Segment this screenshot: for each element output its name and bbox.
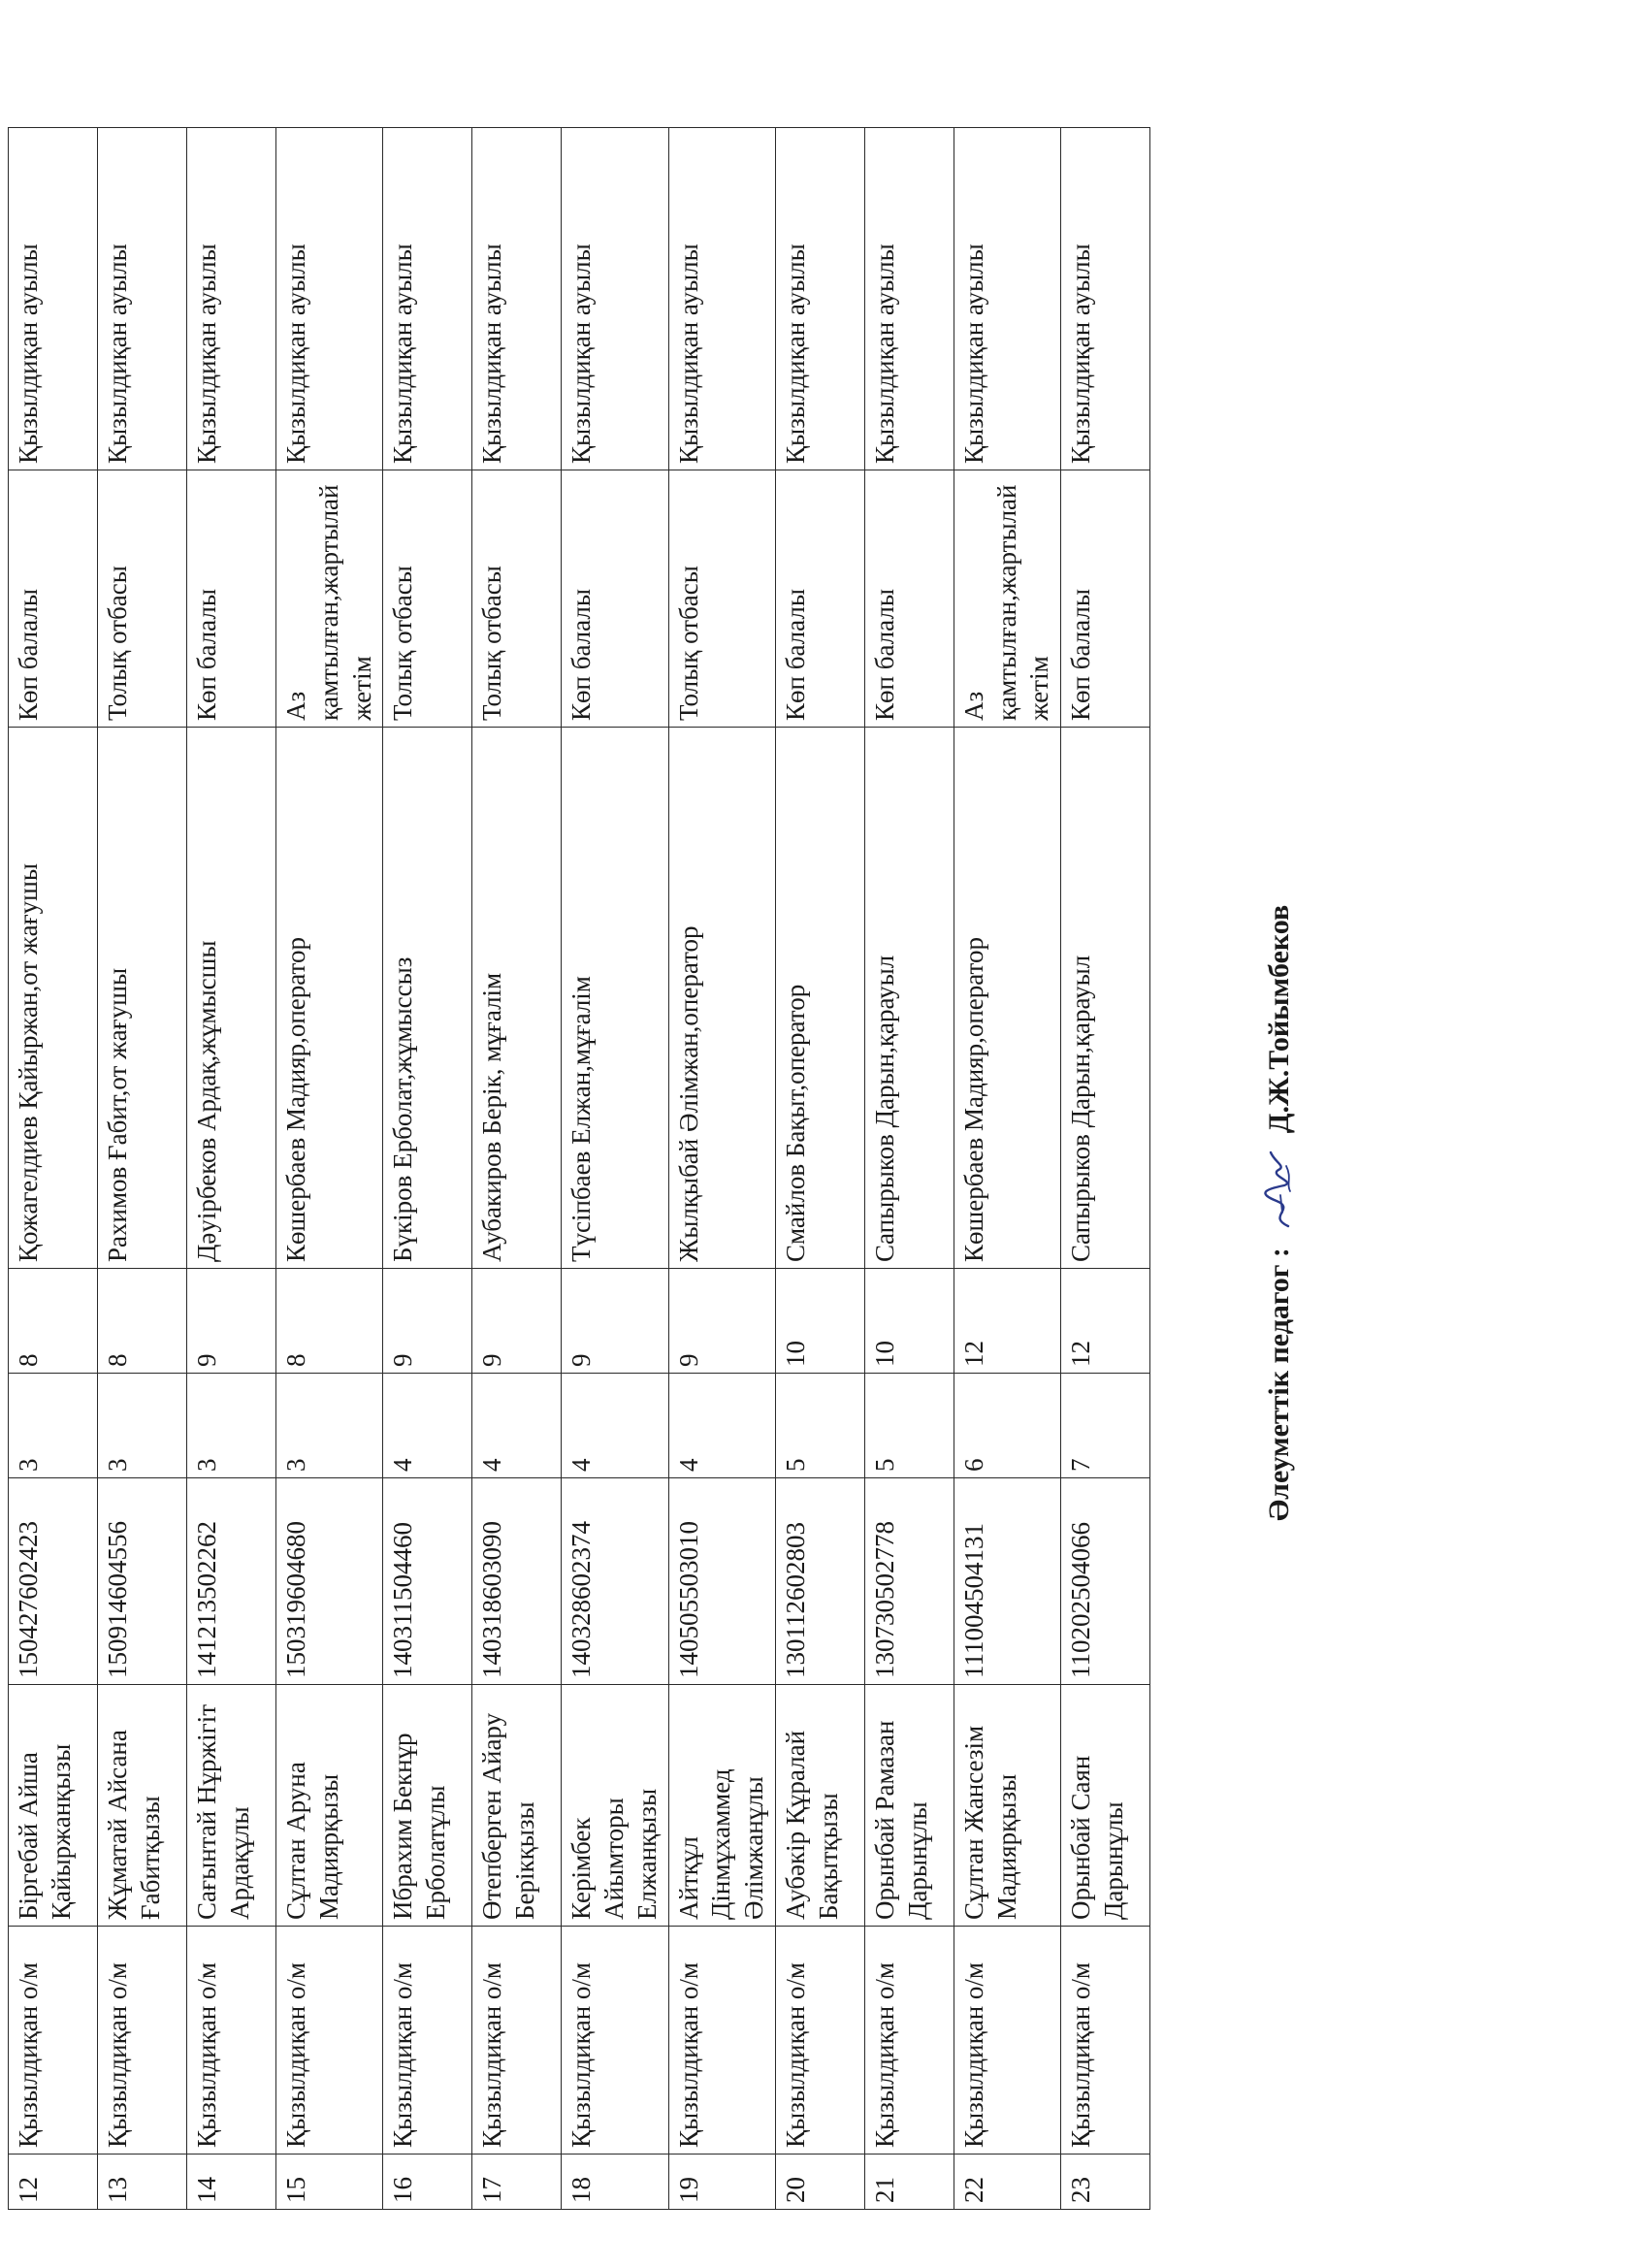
- parent-cell: Сапырыков Дарын,қарауыл: [864, 728, 954, 1269]
- iin-cell: 111004504131: [954, 1478, 1060, 1685]
- parent-cell: Жылқыбай Әлімжан,оператор: [668, 728, 775, 1269]
- grade-cell: 3: [9, 1374, 98, 1478]
- grade-cell: 7: [1061, 1374, 1150, 1478]
- student-name-cell: Біргебай Айша Қайыржанқызы: [9, 1685, 98, 1927]
- student-name-cell: Сағынтай Нұржігіт Ардақұлы: [187, 1685, 276, 1927]
- row-number: 16: [383, 2155, 472, 2210]
- district-cell: Қызылдиқан о/м: [562, 1927, 668, 2155]
- family-status-cell: Көп балалы: [562, 470, 668, 728]
- district-cell: Қызылдиқан о/м: [954, 1927, 1060, 2155]
- parent-cell: Қожагелдиев Қайыржан,от жағушы: [9, 728, 98, 1269]
- parent-cell: Аубакиров Берік, мұғалім: [472, 728, 562, 1269]
- age-cell: 8: [9, 1269, 98, 1374]
- row-number: 23: [1061, 2155, 1150, 2210]
- village-cell: Қызылдиқан ауылы: [954, 128, 1060, 470]
- iin-cell: 130112602803: [775, 1478, 864, 1685]
- district-cell: Қызылдиқан о/м: [668, 1927, 775, 2155]
- grade-cell: 4: [668, 1374, 775, 1478]
- family-status-cell: Толық отбасы: [383, 470, 472, 728]
- row-number: 19: [668, 2155, 775, 2210]
- village-cell: Қызылдиқан ауылы: [98, 128, 187, 470]
- village-cell: Қызылдиқан ауылы: [864, 128, 954, 470]
- parent-cell: Сапырыков Дарын,қарауыл: [1061, 728, 1150, 1269]
- student-name-cell: Өтепберген Айару Берікқызы: [472, 1685, 562, 1927]
- age-cell: 9: [187, 1269, 276, 1374]
- parent-cell: Рахимов Ғабит,от жағушы: [98, 728, 187, 1269]
- district-cell: Қызылдиқан о/м: [276, 1927, 383, 2155]
- iin-cell: 130730502778: [864, 1478, 954, 1685]
- grade-cell: 4: [472, 1374, 562, 1478]
- family-status-cell: Көп балалы: [187, 470, 276, 728]
- district-cell: Қызылдиқан о/м: [9, 1927, 98, 2155]
- district-cell: Қызылдиқан о/м: [472, 1927, 562, 2155]
- student-name-cell: Сұлтан Жансезім Мадиярқызы: [954, 1685, 1060, 1927]
- age-cell: 10: [864, 1269, 954, 1374]
- row-number: 17: [472, 2155, 562, 2210]
- age-cell: 9: [472, 1269, 562, 1374]
- iin-cell: 150914604556: [98, 1478, 187, 1685]
- table-row: [1061, 128, 1150, 2210]
- grade-cell: 4: [562, 1374, 668, 1478]
- parent-cell: Түсіпбаев Елжан,мұғалім: [562, 728, 668, 1269]
- student-name-cell: Орынбай Саян Дарынұлы: [1061, 1685, 1150, 1927]
- village-cell: Қызылдиқан ауылы: [668, 128, 775, 470]
- table-body: [9, 128, 1150, 2210]
- village-cell: Қызылдиқан ауылы: [472, 128, 562, 470]
- family-status-cell: Толық отбасы: [668, 470, 775, 728]
- district-cell: Қызылдиқан о/м: [864, 1927, 954, 2155]
- district-cell: Қызылдиқан о/м: [98, 1927, 187, 2155]
- village-cell: Қызылдиқан ауылы: [1061, 128, 1150, 470]
- district-cell: Қызылдиқан о/м: [187, 1927, 276, 2155]
- village-cell: Қызылдиқан ауылы: [276, 128, 383, 470]
- age-cell: 12: [954, 1269, 1060, 1374]
- row-number: 20: [775, 2155, 864, 2210]
- grade-cell: 3: [276, 1374, 383, 1478]
- age-cell: 12: [1061, 1269, 1150, 1374]
- student-name-cell: Ибрахим Бекнұр Ерболатұлы: [383, 1685, 472, 1927]
- student-name-cell: Керімбек Айымторы Елжанқызы: [562, 1685, 668, 1927]
- age-cell: 9: [668, 1269, 775, 1374]
- row-number: 21: [864, 2155, 954, 2210]
- student-table: [8, 127, 1150, 2210]
- district-cell: Қызылдиқан о/м: [775, 1927, 864, 2155]
- iin-cell: 140311504460: [383, 1478, 472, 1685]
- village-cell: Қызылдиқан ауылы: [383, 128, 472, 470]
- signature-line: [1257, 905, 1302, 1521]
- row-number: 13: [98, 2155, 187, 2210]
- student-name-cell: Сұлтан Аруна Мадиярқызы: [276, 1685, 383, 1927]
- grade-cell: 6: [954, 1374, 1060, 1478]
- iin-cell: 150319604680: [276, 1478, 383, 1685]
- table-row: [276, 128, 383, 2210]
- village-cell: Қызылдиқан ауылы: [775, 128, 864, 470]
- row-number: 18: [562, 2155, 668, 2210]
- handwritten-signature: [1257, 1147, 1302, 1234]
- parent-cell: Дәуірбеков Ардақ,жұмысшы: [187, 728, 276, 1269]
- iin-cell: 140505503010: [668, 1478, 775, 1685]
- row-number: 12: [9, 2155, 98, 2210]
- iin-cell: 140328602374: [562, 1478, 668, 1685]
- row-number: 22: [954, 2155, 1060, 2210]
- parent-cell: Көшербаев Мадияр,оператор: [276, 728, 383, 1269]
- age-cell: 10: [775, 1269, 864, 1374]
- village-cell: Қызылдиқан ауылы: [187, 128, 276, 470]
- family-status-cell: Толық отбасы: [98, 470, 187, 728]
- family-status-cell: Көп балалы: [864, 470, 954, 728]
- village-cell: Қызылдиқан ауылы: [9, 128, 98, 470]
- grade-cell: 5: [864, 1374, 954, 1478]
- student-name-cell: Орынбай Рамазан Дарынұлы: [864, 1685, 954, 1927]
- iin-cell: 110202504066: [1061, 1478, 1150, 1685]
- row-number: 15: [276, 2155, 383, 2210]
- family-status-cell: Көп балалы: [9, 470, 98, 728]
- student-name-cell: Жұматай Айсана Ғабитқызы: [98, 1685, 187, 1927]
- student-name-cell: Аубәкір Құралай Бақытқызы: [775, 1685, 864, 1927]
- signature-name: Д.Ж.Тойымбеков: [1263, 904, 1295, 1134]
- district-cell: Қызылдиқан о/м: [383, 1927, 472, 2155]
- signature-label: Әлеуметтік педагог :: [1263, 1247, 1295, 1521]
- grade-cell: 3: [187, 1374, 276, 1478]
- table-row: [864, 128, 954, 2210]
- student-name-cell: Айтқұл Дінмұхаммед Әлімжанұлы: [668, 1685, 775, 1927]
- district-cell: Қызылдиқан о/м: [1061, 1927, 1150, 2155]
- iin-cell: 150427602423: [9, 1478, 98, 1685]
- table-row: [187, 128, 276, 2210]
- age-cell: 8: [276, 1269, 383, 1374]
- grade-cell: 5: [775, 1374, 864, 1478]
- table-row: [562, 128, 668, 2210]
- family-status-cell: Көп балалы: [775, 470, 864, 728]
- age-cell: 9: [562, 1269, 668, 1374]
- table-row: [954, 128, 1060, 2210]
- table-row: [668, 128, 775, 2210]
- age-cell: 9: [383, 1269, 472, 1374]
- iin-cell: 141213502262: [187, 1478, 276, 1685]
- grade-cell: 4: [383, 1374, 472, 1478]
- family-status-cell: Аз қамтылған,жартылай жетім: [276, 470, 383, 728]
- parent-cell: Смайлов Бақыт,оператор: [775, 728, 864, 1269]
- parent-cell: Көшербаев Мадияр,оператор: [954, 728, 1060, 1269]
- family-status-cell: Көп балалы: [1061, 470, 1150, 728]
- table-row: [775, 128, 864, 2210]
- table-row: [9, 128, 98, 2210]
- grade-cell: 3: [98, 1374, 187, 1478]
- table-row: [472, 128, 562, 2210]
- age-cell: 8: [98, 1269, 187, 1374]
- village-cell: Қызылдиқан ауылы: [562, 128, 668, 470]
- family-status-cell: Аз қамтылған,жартылай жетім: [954, 470, 1060, 728]
- table-row: [98, 128, 187, 2210]
- table-row: [383, 128, 472, 2210]
- iin-cell: 140318603090: [472, 1478, 562, 1685]
- family-status-cell: Толық отбасы: [472, 470, 562, 728]
- parent-cell: Бүкіров Ерболат,жұмыссыз: [383, 728, 472, 1269]
- row-number: 14: [187, 2155, 276, 2210]
